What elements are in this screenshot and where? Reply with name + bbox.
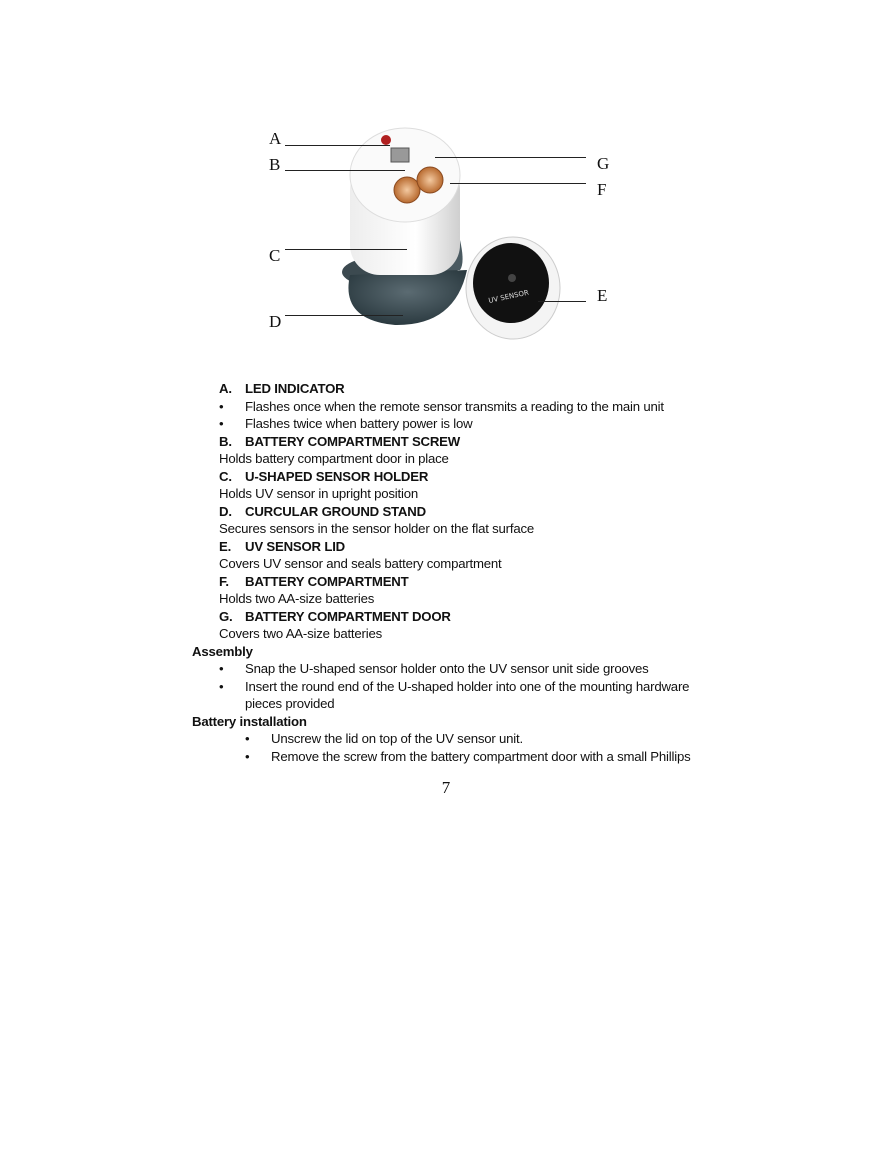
item-heading-g: G. BATTERY COMPARTMENT DOOR [219,608,451,624]
uv-sensor-illustration [255,120,625,360]
callout-f: F [597,180,607,199]
item-description-e: Covers UV sensor and seals battery compartment [219,556,502,571]
list-item: • Flashes once when the remote sensor transmits a reading to the main unit [192,398,752,416]
callout-line-f [450,183,586,184]
item-heading-f: F. BATTERY COMPARTMENT [219,573,409,589]
item-heading-b: B. BATTERY COMPARTMENT SCREW [219,433,461,449]
item-description-g: Covers two AA-size batteries [219,626,382,641]
item-heading-d: D. CURCULAR GROUND STAND [219,503,426,519]
callout-line-c [285,249,407,250]
callout-c: C [269,246,281,265]
list-item: • Snap the U-shaped sensor holder onto the UV sensor unit side grooves [192,660,752,678]
callout-line-g [435,157,586,158]
page-number: 7 [441,778,451,797]
parts-description [192,380,752,765]
callout-line-e [538,301,586,302]
assembly-heading: Assembly [192,643,253,659]
callout-d: D [269,312,282,331]
item-description-c: Holds UV sensor in upright position [219,486,418,501]
item-heading-c: C. U-SHAPED SENSOR HOLDER [219,468,429,484]
callout-e: E [597,286,608,305]
uv-sensor-figure [255,120,625,360]
item-description-b: Holds battery compartment door in place [219,451,449,466]
lid-label: UV SENSOR [487,288,530,305]
callout-line-b [285,170,405,171]
callout-b: B [269,155,281,174]
item-heading-a: A. LED INDICATOR [219,381,345,396]
list-item: • Remove the screw from the battery compartment door with a small Phillips [192,748,752,766]
item-description-d: Secures sensors in the sensor holder on the flat surface [219,521,535,536]
list-item: • Flashes twice when battery power is low [192,415,752,433]
callout-a: A [269,129,282,148]
callout-line-d [285,315,403,316]
item-heading-e: E. UV SENSOR LID [219,538,345,554]
list-item: • Unscrew the lid on top of the UV sensor unit. [192,730,752,748]
item-description-f: Holds two AA-size batteries [219,591,375,606]
callout-g: G [597,154,610,173]
battery-heading: Battery installation [192,713,307,729]
list-item: • Insert the round end of the U-shaped holder into one of the mounting hardware pieces provided [192,678,705,713]
callout-line-a [285,145,390,146]
